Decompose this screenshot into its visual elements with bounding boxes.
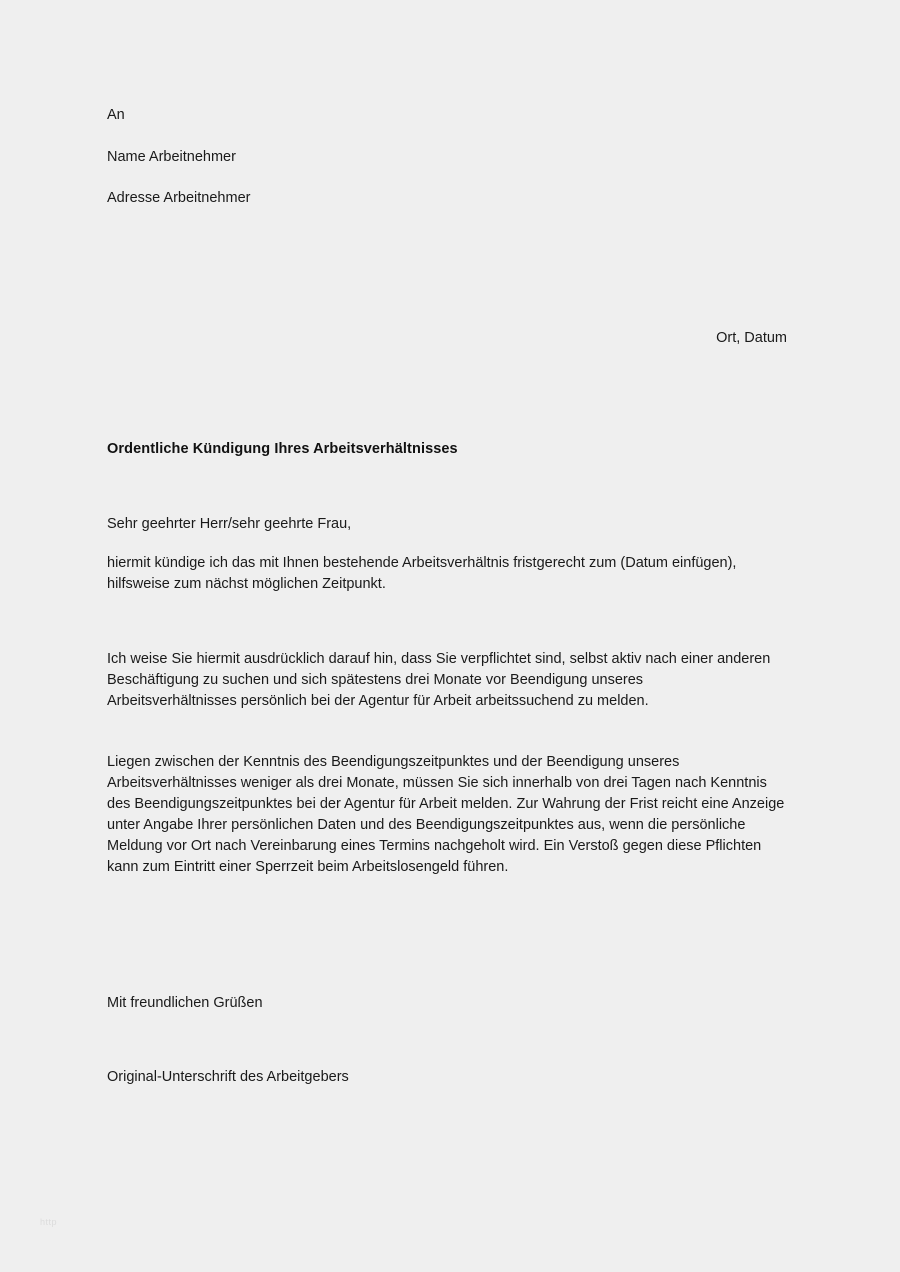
letter-subject: Ordentliche Kündigung Ihres Arbeitsverhältnisses xyxy=(107,441,458,457)
paragraph-1: hiermit kündige ich das mit Ihnen bestehende Arbeitsverhältnis fristgerecht zum (Datum einfügen), hilfsweise zum nächst möglichen Zeitpunkt. xyxy=(107,555,737,593)
paragraph-2: Ich weise Sie hiermit ausdrücklich darauf hin, dass Sie verpflichtet sind, selbst aktiv nach einer anderen Beschäftigung zu suchen und sich spätestens drei Monate vor Beendigung unseres Arbeitsverhältnisses persönlich bei der Agentur für Arbeit arbeitssuchend zu melden. xyxy=(107,651,771,710)
signature-line: Original-Unterschrift des Arbeitgebers xyxy=(107,1069,349,1085)
recipient-address-block xyxy=(107,106,607,209)
recipient-prefix: An xyxy=(107,107,125,123)
recipient-name: Name Arbeitnehmer xyxy=(107,148,236,165)
paragraph-3: Liegen zwischen der Kenntnis des Beendigungszeitpunktes und der Beendigung unseres Arbeitsverhältnisses weniger als drei Monate, müssen Sie sich innerhalb von drei Tagen nach Kenntnis des Beendigungszeitpunktes bei der Agentur für Arbeit melden. Zur Wahrung der Frist reicht eine Anzeige unter Angabe Ihrer persönlichen Daten und des Beendigungszeitpunktes aus, wenn die persönliche Meldung vor Ort nach Vereinbarung eines Termins nachgeholt wird. Ein Verstoß gegen diese Pflichten kann zum Eintritt einer Sperrzeit beim Arbeitslosengeld führen. xyxy=(107,754,785,876)
watermark-text: http xyxy=(40,1217,58,1227)
salutation: Sehr geehrter Herr/sehr geehrte Frau, xyxy=(107,516,352,532)
recipient-address: Adresse Arbeitnehmer xyxy=(107,190,251,207)
closing-greeting: Mit freundlichen Grüßen xyxy=(107,995,263,1011)
place-and-date: Ort, Datum xyxy=(716,330,787,346)
